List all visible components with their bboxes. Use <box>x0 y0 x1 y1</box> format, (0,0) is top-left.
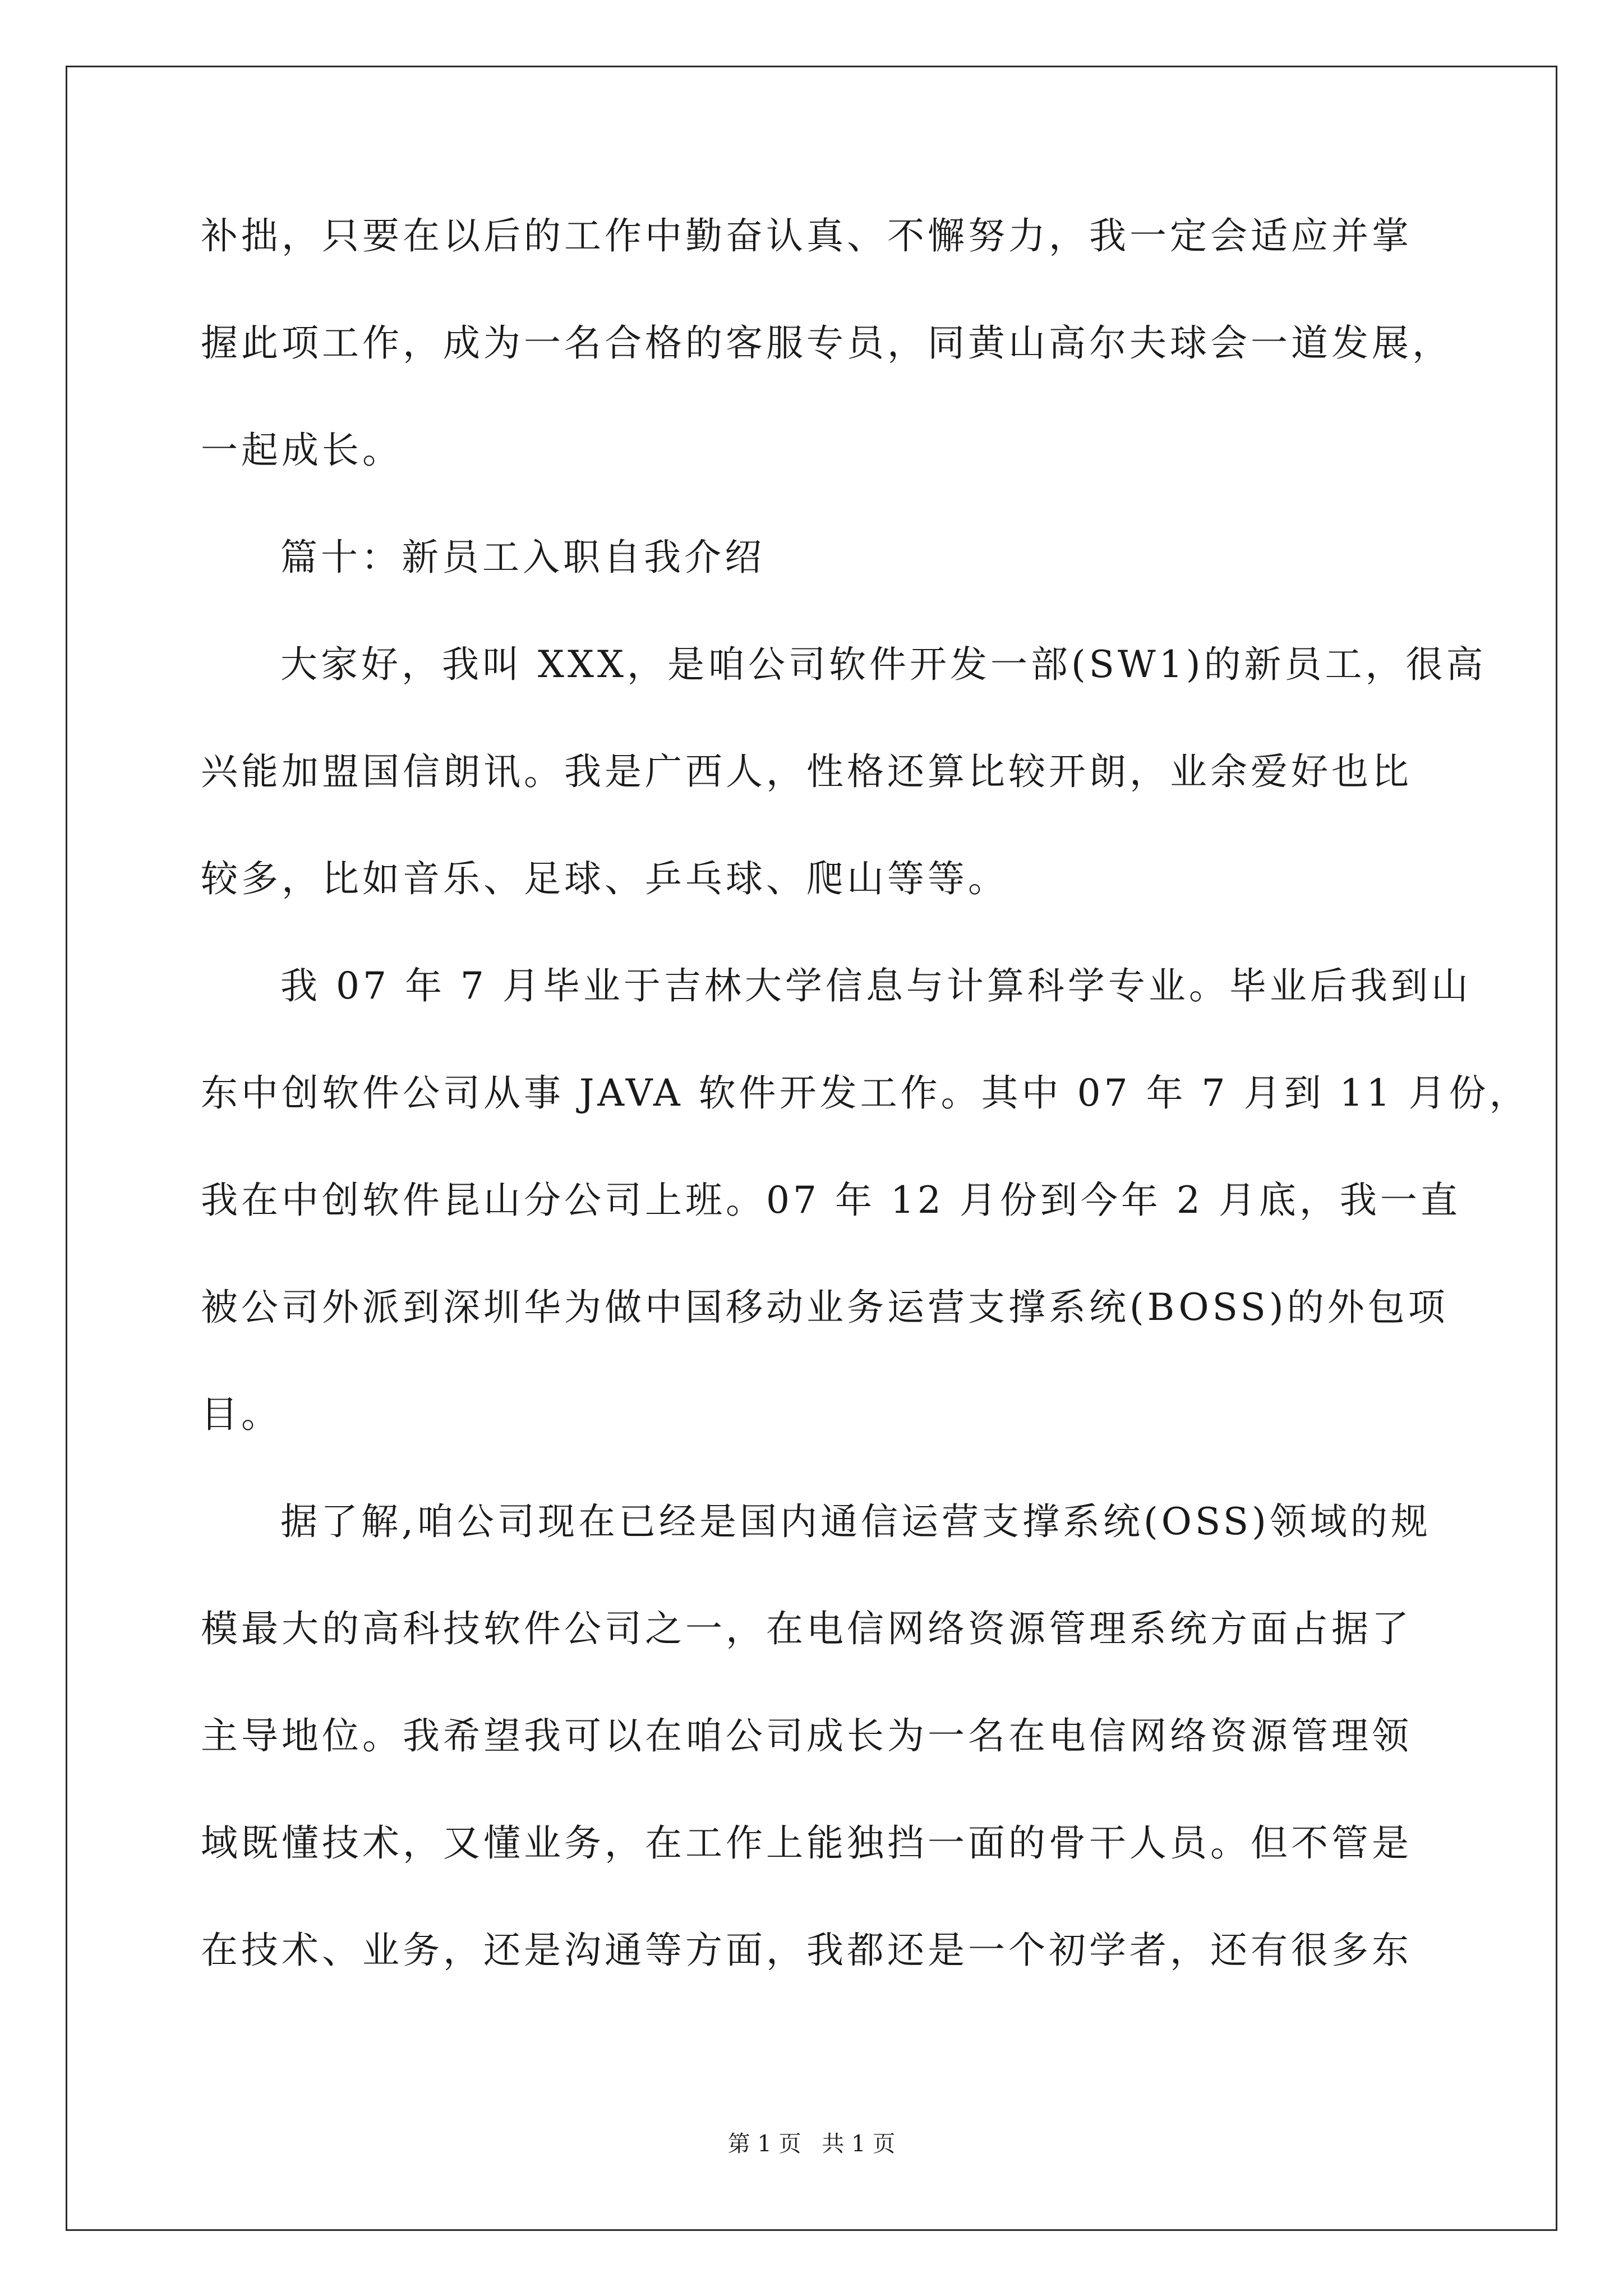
text-line: 大家好，我叫 XXX，是咱公司软件开发一部(SW1)的新员工，很高 <box>280 643 1487 686</box>
text-line: 兴能加盟国信朗讯。我是广西人，性格还算比较开朗，业余爱好也比 <box>201 750 1412 793</box>
text-line: 握此项工作，成为一名合格的客服专员，同黄山高尔夫球会一道发展， <box>201 321 1453 365</box>
text-line: 东中创软件公司从事 JAVA 软件开发工作。其中 07 年 7 月到 11 月份， <box>201 1071 1530 1115</box>
page-total: 共 1 页 <box>822 2131 896 2157</box>
section-heading: 篇十：新员工入职自我介绍 <box>280 536 765 579</box>
text-line: 目。 <box>201 1393 282 1436</box>
page-number: 第 1 页 <box>727 2131 801 2157</box>
text-line: 我在中创软件昆山分公司上班。07 年 12 月份到今年 2 月底，我一直 <box>201 1179 1461 1222</box>
text-line: 被公司外派到深圳华为做中国移动业务运营支撑系统(BOSS)的外包项 <box>201 1286 1449 1329</box>
document-body <box>201 209 1530 2031</box>
text-line: 域既懂技术，又懂业务，在工作上能独挡一面的骨干人员。但不管是 <box>201 1821 1412 1865</box>
text-line: 一起成长。 <box>201 429 403 472</box>
text-line: 补拙，只要在以后的工作中勤奋认真、不懈努力，我一定会适应并掌 <box>201 214 1412 257</box>
page-footer <box>0 2126 1623 2158</box>
text-line: 主导地位。我希望我可以在咱公司成长为一名在电信网络资源管理领 <box>201 1714 1412 1757</box>
text-line: 据了解,咱公司现在已经是国内通信运营支撑系统(OSS)领域的规 <box>280 1500 1431 1543</box>
text-line: 模最大的高科技软件公司之一，在电信网络资源管理系统方面占据了 <box>201 1607 1412 1650</box>
text-line: 在技术、业务，还是沟通等方面，我都还是一个初学者，还有很多东 <box>201 1929 1412 1972</box>
text-line: 较多，比如音乐、足球、乒乓球、爬山等等。 <box>201 857 1008 900</box>
text-line: 我 07 年 7 月毕业于吉林大学信息与计算科学专业。毕业后我到山 <box>280 964 1472 1007</box>
